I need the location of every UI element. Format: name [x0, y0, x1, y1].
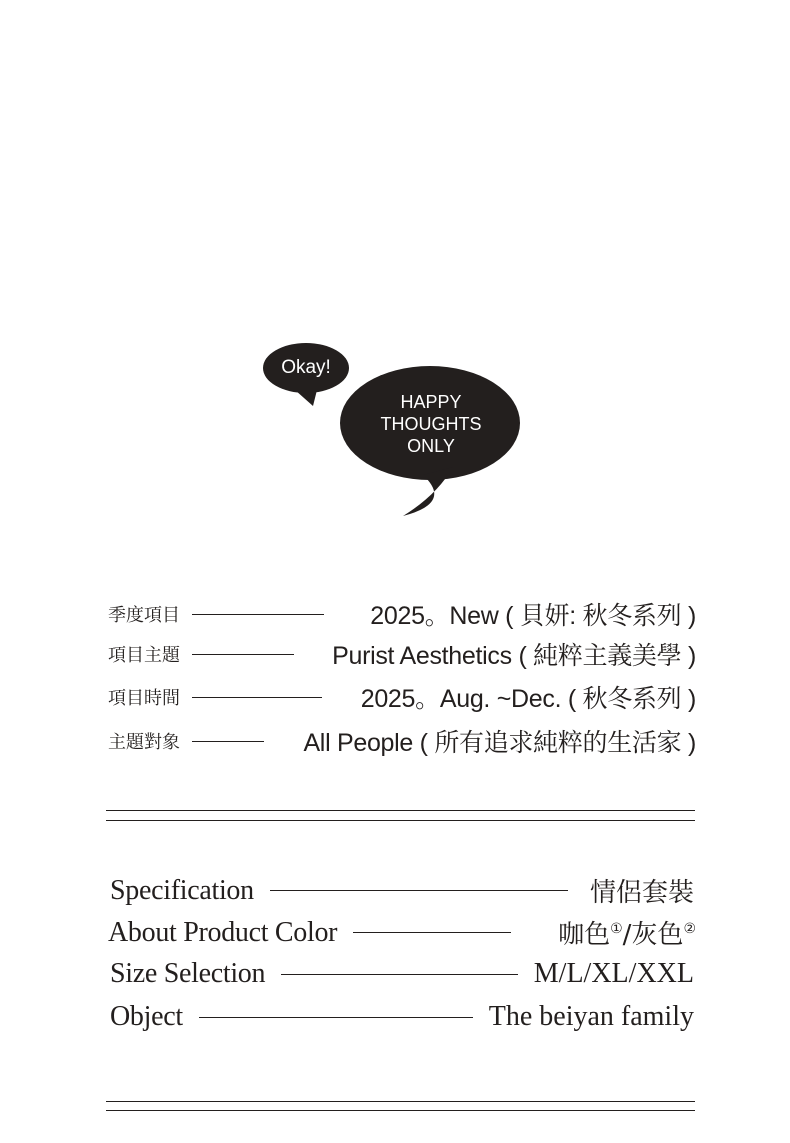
- spec-label: Specification: [110, 874, 254, 906]
- spec-row-color: [108, 914, 696, 951]
- spec-value: M/L/XL/XXL: [533, 958, 694, 989]
- thoughts-line: THOUGHTS: [380, 414, 482, 434]
- color-brown: 咖色: [558, 920, 611, 950]
- leader-line: [192, 614, 324, 615]
- project-info-row-audience: [108, 723, 696, 759]
- info-label: 項目時間: [108, 688, 180, 709]
- leader-line: [199, 1017, 473, 1018]
- leader-line: [192, 741, 264, 742]
- spec-label: Object: [110, 1001, 183, 1032]
- color-mark-2: ②: [683, 921, 696, 937]
- project-info-row-time: [108, 679, 696, 715]
- info-label: 項目主題: [108, 645, 180, 666]
- spec-row-specification: [110, 872, 694, 909]
- color-separator: /: [622, 920, 632, 950]
- small-bubble-tail: [295, 390, 317, 406]
- spec-label: About Product Color: [108, 916, 338, 948]
- info-value: 2025。Aug. ~Dec. ( 秋冬系列 ): [360, 685, 696, 713]
- info-label: 季度項目: [108, 605, 180, 626]
- footer-top-line: [106, 1101, 695, 1102]
- color-gray: 灰色: [631, 920, 684, 950]
- info-value: 2025。New ( 貝妍: 秋冬系列 ): [370, 602, 696, 630]
- only-line: ONLY: [407, 436, 455, 456]
- leader-line: [281, 974, 518, 975]
- divider-bottom-line: [106, 820, 695, 821]
- spec-label: Size Selection: [110, 958, 266, 989]
- project-info-row-theme: [108, 636, 696, 672]
- color-mark-1: ①: [610, 921, 623, 937]
- spec-row-size: [110, 958, 694, 990]
- spec-value: The beiyan family: [488, 1001, 694, 1032]
- divider-top-line: [106, 810, 695, 811]
- spec-row-object: [110, 1001, 694, 1033]
- happy-thoughts-text: [341, 391, 521, 457]
- info-value: All People ( 所有追求純粹的生活家 ): [303, 729, 696, 757]
- happy-line: HAPPY: [400, 392, 462, 412]
- spec-value: 情侶套裝: [589, 878, 694, 908]
- leader-line: [270, 890, 568, 891]
- leader-line: [353, 932, 511, 933]
- footer-bottom-line: [106, 1110, 695, 1111]
- project-info-row-season: [108, 596, 696, 632]
- leader-line: [192, 654, 294, 655]
- info-value: Purist Aesthetics ( 純粹主義美學 ): [332, 642, 696, 670]
- leader-line: [192, 697, 322, 698]
- color-values: [558, 914, 696, 951]
- info-label: 主題對象: [108, 732, 180, 753]
- okay-text: Okay!: [281, 357, 331, 378]
- speech-bubbles: [255, 335, 535, 525]
